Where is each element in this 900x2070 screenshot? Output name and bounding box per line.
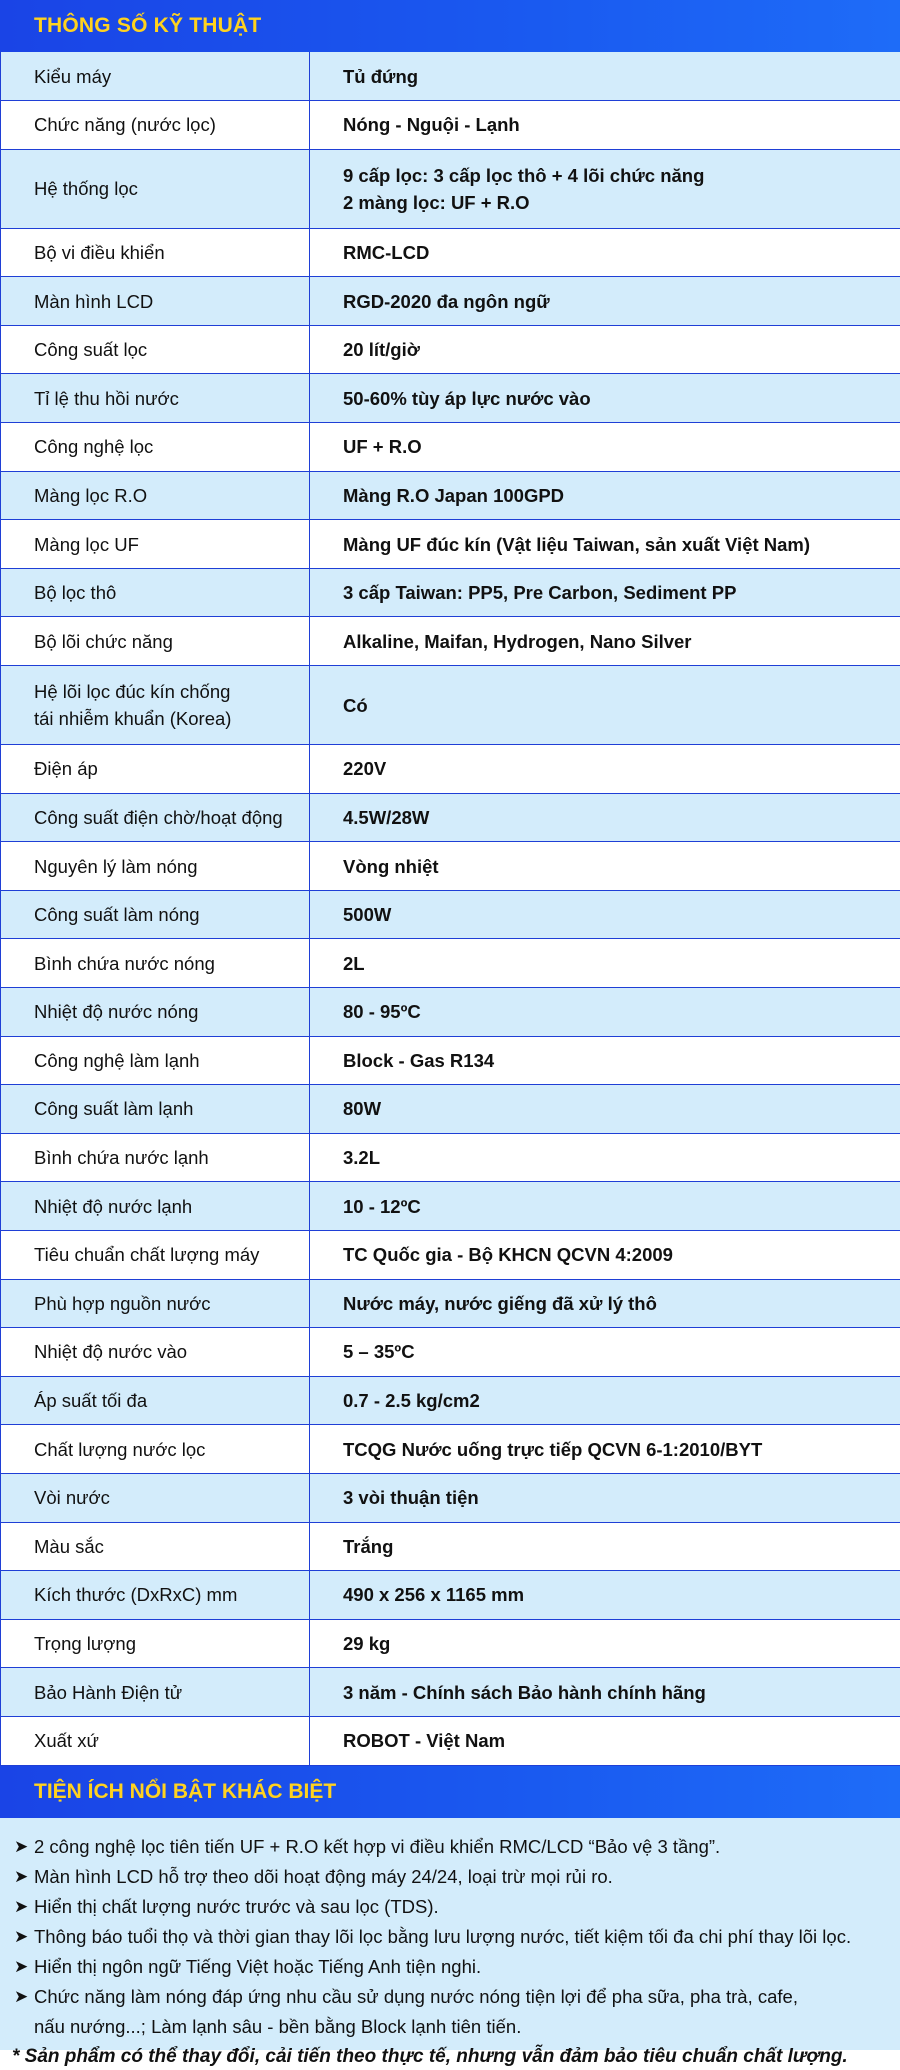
spec-value bbox=[310, 228, 900, 277]
spec-label-line: Bảo Hành Điện tử bbox=[34, 1681, 183, 1703]
spec-row bbox=[1, 617, 900, 666]
spec-label bbox=[1, 568, 310, 617]
features-title: TIỆN ÍCH NỔI BẬT KHÁC BIỆT bbox=[34, 1779, 337, 1803]
spec-value-line: Nước máy, nước giếng đã xử lý thô bbox=[343, 1292, 657, 1314]
spec-value-line: RGD-2020 đa ngôn ngữ bbox=[343, 290, 550, 312]
spec-value-line: TC Quốc gia - Bộ KHCN QCVN 4:2009 bbox=[343, 1244, 673, 1266]
spec-label-line: Bộ lọc thô bbox=[34, 582, 117, 604]
spec-label-line: Công suất điện chờ/hoạt động bbox=[34, 806, 283, 828]
spec-label bbox=[1, 890, 310, 939]
spec-label bbox=[1, 520, 310, 569]
spec-label-line: Bình chứa nước lạnh bbox=[34, 1147, 209, 1169]
arrow-bullet-icon: ➤ bbox=[14, 1836, 29, 1856]
spec-label-line: Nhiệt độ nước lạnh bbox=[34, 1195, 193, 1217]
spec-label bbox=[1, 1182, 310, 1231]
spec-label-line: Điện áp bbox=[34, 758, 98, 780]
spec-value-line: Màng UF đúc kín (Vật liệu Taiwan, sản xuất Việt Nam) bbox=[343, 533, 811, 555]
spec-value-line: Alkaline, Maifan, Hydrogen, Nano Silver bbox=[343, 630, 692, 652]
spec-row bbox=[1, 1036, 900, 1085]
spec-value bbox=[310, 568, 900, 617]
spec-label bbox=[1, 1668, 310, 1717]
spec-label bbox=[1, 1133, 310, 1182]
spec-value bbox=[310, 1036, 900, 1085]
specs-table bbox=[0, 52, 900, 1766]
spec-value bbox=[310, 1279, 900, 1328]
spec-value-line: Block - Gas R134 bbox=[343, 1049, 495, 1071]
spec-value-line: TCQG Nước uống trực tiếp QCVN 6-1:2010/BYT bbox=[343, 1438, 763, 1460]
spec-row bbox=[1, 666, 900, 745]
spec-row bbox=[1, 1473, 900, 1522]
spec-value bbox=[310, 890, 900, 939]
spec-row bbox=[1, 939, 900, 988]
spec-label bbox=[1, 617, 310, 666]
feature-text bbox=[34, 1952, 481, 1982]
spec-label bbox=[1, 325, 310, 374]
spec-value-line: 500W bbox=[343, 904, 392, 926]
spec-value bbox=[310, 374, 900, 423]
arrow-bullet-icon: ➤ bbox=[14, 1896, 29, 1916]
spec-row bbox=[1, 1182, 900, 1231]
spec-label bbox=[1, 1376, 310, 1425]
spec-label-line: Trọng lượng bbox=[34, 1633, 136, 1655]
spec-value bbox=[310, 1716, 900, 1765]
spec-label-line: Hệ thống lọc bbox=[34, 178, 138, 200]
spec-row bbox=[1, 842, 900, 891]
spec-label bbox=[1, 1425, 310, 1474]
spec-row bbox=[1, 1716, 900, 1765]
spec-value-line: 9 cấp lọc: 3 cấp lọc thô + 4 lõi chức năng bbox=[343, 164, 705, 186]
spec-value-line: RMC-LCD bbox=[343, 241, 430, 263]
feature-text bbox=[34, 1832, 720, 1862]
spec-value-line: Trắng bbox=[343, 1535, 394, 1557]
spec-value-line: 3 năm - Chính sách Bảo hành chính hãng bbox=[343, 1681, 706, 1703]
spec-value-line: Màng R.O Japan 100GPD bbox=[343, 484, 565, 506]
feature-text-line: Màn hình LCD hỗ trợ theo dõi hoạt động máy 24/24, loại trừ mọi rủi ro. bbox=[34, 1865, 613, 1887]
spec-value-line: 5 – 35ºC bbox=[343, 1341, 415, 1363]
spec-row bbox=[1, 890, 900, 939]
spec-value bbox=[310, 842, 900, 891]
feature-text bbox=[34, 1862, 613, 1892]
feature-text-line: 2 công nghệ lọc tiên tiến UF + R.O kết hợp vi điều khiển RMC/LCD “Bảo vệ 3 tầng”. bbox=[34, 1835, 721, 1857]
specs-title: THÔNG SỐ KỸ THUẬT bbox=[34, 14, 262, 37]
spec-row bbox=[1, 520, 900, 569]
spec-label bbox=[1, 939, 310, 988]
spec-label-line: Màu sắc bbox=[34, 1535, 104, 1557]
spec-value-line: Vòng nhiệt bbox=[343, 855, 439, 877]
spec-label bbox=[1, 374, 310, 423]
features-list bbox=[0, 1818, 900, 2067]
specs-header bbox=[0, 0, 900, 52]
spec-label-line: Chất lượng nước lọc bbox=[34, 1438, 206, 1460]
spec-label-line: Hệ lõi lọc đúc kín chống bbox=[34, 681, 231, 703]
spec-value-line: 3.2L bbox=[343, 1147, 381, 1169]
arrow-bullet-icon: ➤ bbox=[14, 1986, 29, 2006]
spec-label bbox=[1, 228, 310, 277]
spec-row bbox=[1, 228, 900, 277]
spec-row bbox=[1, 374, 900, 423]
spec-row bbox=[1, 1522, 900, 1571]
spec-value bbox=[310, 745, 900, 794]
spec-value bbox=[310, 1182, 900, 1231]
spec-value bbox=[310, 1230, 900, 1279]
spec-label bbox=[1, 793, 310, 842]
spec-value bbox=[310, 988, 900, 1037]
arrow-bullet-icon: ➤ bbox=[14, 1866, 29, 1886]
spec-row bbox=[1, 277, 900, 326]
spec-value-line: 20 lít/giờ bbox=[343, 339, 420, 361]
spec-value bbox=[310, 101, 900, 150]
spec-row bbox=[1, 101, 900, 150]
spec-value bbox=[310, 1328, 900, 1377]
spec-label-line: Nguyên lý làm nóng bbox=[34, 855, 198, 877]
spec-label bbox=[1, 277, 310, 326]
spec-value bbox=[310, 1522, 900, 1571]
spec-label-line: Tiêu chuẩn chất lượng máy bbox=[34, 1244, 260, 1266]
spec-value-line: 80W bbox=[343, 1098, 382, 1120]
spec-label bbox=[1, 745, 310, 794]
spec-value bbox=[310, 52, 900, 101]
spec-label-line: Xuất xứ bbox=[34, 1730, 99, 1752]
spec-value bbox=[310, 1425, 900, 1474]
spec-label-line: Vòi nước bbox=[34, 1487, 110, 1509]
feature-item bbox=[14, 1832, 890, 1862]
spec-value bbox=[310, 520, 900, 569]
spec-row bbox=[1, 988, 900, 1037]
feature-text-line: Hiển thị chất lượng nước trước và sau lọc (TDS). bbox=[34, 1895, 439, 1917]
spec-value bbox=[310, 325, 900, 374]
spec-label bbox=[1, 149, 310, 228]
feature-item bbox=[14, 1952, 890, 1982]
feature-item bbox=[14, 1982, 890, 2042]
spec-value-line: 29 kg bbox=[343, 1633, 391, 1655]
feature-text-line: Thông báo tuổi thọ và thời gian thay lõi lọc bằng lưu lượng nước, tiết kiệm tối đa chi phí thay lõi lọc. bbox=[34, 1925, 852, 1947]
spec-row bbox=[1, 1571, 900, 1620]
spec-label-line: Màn hình LCD bbox=[34, 290, 154, 312]
spec-label-line: Bình chứa nước nóng bbox=[34, 952, 215, 974]
spec-value-line: 80 - 95ºC bbox=[343, 1001, 421, 1023]
spec-row bbox=[1, 1230, 900, 1279]
spec-value bbox=[310, 1473, 900, 1522]
spec-label-line: Bộ lõi chức năng bbox=[34, 630, 173, 652]
feature-text bbox=[34, 1922, 851, 1952]
spec-value bbox=[310, 1133, 900, 1182]
spec-label bbox=[1, 1085, 310, 1134]
spec-row bbox=[1, 1085, 900, 1134]
spec-row bbox=[1, 568, 900, 617]
spec-label-line: Kích thước (DxRxC) mm bbox=[34, 1584, 238, 1606]
feature-text bbox=[34, 1892, 439, 1922]
feature-text-line: Hiển thị ngôn ngữ Tiếng Việt hoặc Tiếng Anh tiện nghi. bbox=[34, 1955, 482, 1977]
disclaimer-note: * Sản phẩm có thể thay đổi, cải tiến theo thực tế, nhưng vẫn đảm bảo tiêu chuẩn chất lượng. bbox=[12, 2045, 848, 2067]
spec-label-line: Công nghệ làm lạnh bbox=[34, 1049, 200, 1071]
spec-label bbox=[1, 1473, 310, 1522]
spec-row bbox=[1, 52, 900, 101]
spec-label-line: tái nhiễm khuẩn (Korea) bbox=[34, 708, 232, 730]
feature-text bbox=[34, 1982, 798, 2042]
spec-value-line: 220V bbox=[343, 758, 387, 780]
spec-value-line: Nóng - Nguội - Lạnh bbox=[343, 114, 520, 136]
spec-row bbox=[1, 1619, 900, 1668]
spec-row bbox=[1, 745, 900, 794]
spec-label-line: Công suất làm nóng bbox=[34, 904, 200, 926]
spec-label bbox=[1, 1036, 310, 1085]
spec-label bbox=[1, 1522, 310, 1571]
spec-value-line: 3 vòi thuận tiện bbox=[343, 1487, 479, 1509]
spec-row bbox=[1, 1328, 900, 1377]
spec-value-line: Có bbox=[343, 694, 368, 716]
spec-row bbox=[1, 1279, 900, 1328]
spec-value bbox=[310, 1085, 900, 1134]
spec-value bbox=[310, 666, 900, 745]
spec-value bbox=[310, 939, 900, 988]
spec-row bbox=[1, 793, 900, 842]
spec-label bbox=[1, 1619, 310, 1668]
spec-label-line: Tỉ lệ thu hồi nước bbox=[34, 387, 179, 409]
spec-value bbox=[310, 471, 900, 520]
feature-text-line: nấu nướng...; Làm lạnh sâu - bền bằng Block lạnh tiên tiến. bbox=[34, 2015, 522, 2037]
spec-value bbox=[310, 793, 900, 842]
spec-label bbox=[1, 1328, 310, 1377]
feature-text-line: Chức năng làm nóng đáp ứng nhu cầu sử dụng nước nóng tiện lợi để pha sữa, pha trà, cafe, bbox=[34, 1985, 798, 2007]
arrow-bullet-icon: ➤ bbox=[14, 1956, 29, 1976]
spec-row bbox=[1, 471, 900, 520]
spec-row bbox=[1, 1376, 900, 1425]
spec-label bbox=[1, 666, 310, 745]
spec-label bbox=[1, 842, 310, 891]
spec-value-line: 3 cấp Taiwan: PP5, Pre Carbon, Sediment PP bbox=[343, 582, 737, 604]
spec-label-line: Chức năng (nước lọc) bbox=[34, 114, 216, 136]
spec-value bbox=[310, 1619, 900, 1668]
spec-label-line: Màng lọc UF bbox=[34, 533, 139, 555]
arrow-bullet-icon: ➤ bbox=[14, 1926, 29, 1946]
features-header bbox=[0, 1766, 900, 1818]
spec-label-line: Phù hợp nguồn nước bbox=[34, 1292, 211, 1314]
spec-row bbox=[1, 423, 900, 472]
spec-label-line: Công nghệ lọc bbox=[34, 436, 154, 458]
spec-value bbox=[310, 1376, 900, 1425]
spec-value bbox=[310, 1571, 900, 1620]
spec-value-line: 50-60% tùy áp lực nước vào bbox=[343, 387, 591, 409]
spec-label-line: Nhiệt độ nước nóng bbox=[34, 1001, 199, 1023]
spec-label bbox=[1, 1279, 310, 1328]
spec-label-line: Nhiệt độ nước vào bbox=[34, 1341, 188, 1363]
spec-label bbox=[1, 52, 310, 101]
spec-label-line: Màng lọc R.O bbox=[34, 484, 148, 506]
spec-label-line: Công suất làm lạnh bbox=[34, 1098, 194, 1120]
spec-value bbox=[310, 1668, 900, 1717]
spec-value bbox=[310, 149, 900, 228]
spec-label-line: Bộ vi điều khiển bbox=[34, 241, 165, 263]
spec-value-line: 10 - 12ºC bbox=[343, 1195, 421, 1217]
spec-value-line: 0.7 - 2.5 kg/cm2 bbox=[343, 1390, 480, 1412]
spec-value bbox=[310, 617, 900, 666]
spec-row bbox=[1, 149, 900, 228]
spec-value bbox=[310, 423, 900, 472]
spec-value-line: 4.5W/28W bbox=[343, 806, 430, 828]
spec-row bbox=[1, 325, 900, 374]
spec-value-line: 2L bbox=[343, 952, 365, 974]
spec-value-line: 2 màng lọc: UF + R.O bbox=[343, 191, 530, 213]
spec-label bbox=[1, 423, 310, 472]
spec-label bbox=[1, 471, 310, 520]
spec-label-line: Công suất lọc bbox=[34, 339, 148, 361]
spec-label-line: Áp suất tối đa bbox=[34, 1390, 148, 1412]
spec-label bbox=[1, 101, 310, 150]
spec-label bbox=[1, 1716, 310, 1765]
spec-label bbox=[1, 988, 310, 1037]
spec-row bbox=[1, 1133, 900, 1182]
feature-item bbox=[14, 1892, 890, 1922]
spec-label bbox=[1, 1571, 310, 1620]
spec-row bbox=[1, 1668, 900, 1717]
spec-value-line: Tủ đứng bbox=[343, 65, 419, 87]
spec-value-line: ROBOT - Việt Nam bbox=[343, 1730, 506, 1752]
spec-label bbox=[1, 1230, 310, 1279]
spec-value-line: UF + R.O bbox=[343, 436, 422, 458]
spec-value bbox=[310, 277, 900, 326]
feature-item bbox=[14, 1922, 890, 1952]
spec-label-line: Kiểu máy bbox=[34, 65, 112, 87]
spec-row bbox=[1, 1425, 900, 1474]
feature-item bbox=[14, 1862, 890, 1892]
spec-value-line: 490 x 256 x 1165 mm bbox=[343, 1584, 525, 1606]
